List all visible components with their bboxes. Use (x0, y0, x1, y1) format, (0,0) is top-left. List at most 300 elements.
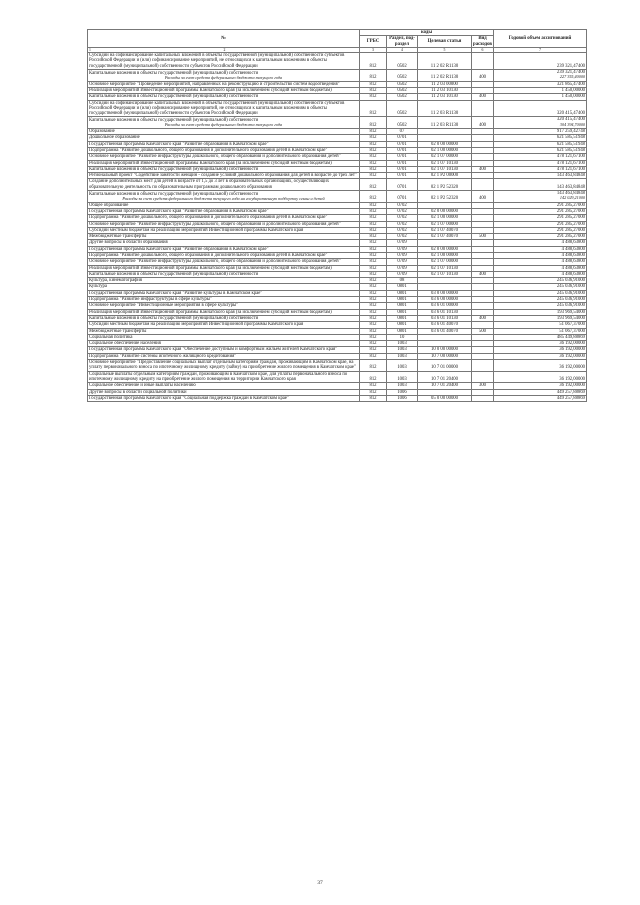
row-sum-text: 36 192,00000 (559, 341, 586, 347)
row-razdel-text: 1006 (397, 389, 407, 395)
row-grbs-text: 812 (369, 297, 377, 303)
row-grbs-text: 812 (369, 252, 377, 258)
row-name-text: Подпрограмма "Развитие инфраструктуры в сфере культуры" (89, 297, 212, 303)
row-sum-text: 51 067,37000 (559, 322, 586, 328)
row-grbs-text: 812 (369, 353, 377, 359)
row-name-text: Реализация мероприятий Инвестиционной программы Камчатского края (за исключением субсидий местным бюджетам) (89, 309, 332, 315)
row-name-text: Реализация мероприятий Инвестиционной программы Камчатского края (за исключением субсидий местным бюджетам) (89, 87, 332, 93)
row-vid-text: 300 (478, 383, 487, 389)
row-name (88, 395, 360, 401)
table-row (88, 70, 587, 82)
row-razdel-text: 0702 (397, 221, 407, 227)
row-subnote-sum: 304 394,70000 (559, 121, 586, 127)
row-name-text: Другие вопросы в области образования (89, 240, 168, 246)
row-grbs-text: 812 (369, 322, 377, 328)
row-razdel-text: 0801 (397, 309, 407, 315)
row-name-text: Государственная программа Камчатского края "Социальная поддержка граждан в Камчатском крае" (89, 395, 289, 401)
row-sum-text: 36 192,00000 (559, 365, 586, 371)
row-sum (494, 53, 587, 70)
row-razdel (387, 70, 418, 82)
row-csr-text: 11 2 03 00000 (431, 81, 458, 87)
row-razdel-text: 0801 (397, 297, 407, 303)
row-sum-text: 36 192,00000 (559, 353, 586, 359)
row-grbs-text: 812 (369, 166, 377, 172)
row-csr-text: 03 0 00 00000 (431, 290, 458, 296)
row-razdel-text: 0701 (397, 196, 407, 202)
row-name-text: Региональный проект "Содействие занятости женщин - создание условий дошкольного образования для детей в возрасте до трех лет" (89, 173, 357, 179)
row-csr (418, 179, 472, 191)
row-razdel-text: 0702 (397, 202, 407, 208)
header-codes: коды (360, 30, 494, 36)
row-sum-text: 4 488,63800 (561, 271, 586, 277)
row-sum (494, 371, 587, 383)
row-sum-text: 239 321,47400 (556, 63, 586, 69)
row-csr-text: 11 2 03 R1130 (430, 111, 459, 117)
row-name-text: Подпрограмма "Развитие дошкольного, общего образования и дополнительного образования детей в Камчатском крае" (89, 147, 328, 153)
row-sum-text: 449 257,88869 (556, 395, 586, 401)
row-razdel (387, 100, 418, 117)
row-sum-text: 621 585,51948 (556, 135, 586, 141)
row-csr-text: 11 2 03 10130 (431, 87, 458, 93)
row-grbs-text: 812 (369, 221, 377, 227)
row-csr-text: 03 6 00 00000 (431, 297, 458, 303)
row-sum-text: 478 121,67100 (556, 160, 586, 166)
row-csr (418, 371, 472, 383)
row-name (88, 154, 360, 160)
row-name-text: Государственная программа Камчатского края "Развитие образования в Камчатском крае" (89, 141, 269, 147)
row-name (88, 309, 360, 315)
row-name (88, 347, 360, 353)
row-name-text: Субсидии на софинансирование капитальных вложений в объекты государственной (муниципальной) собственности субъектов Российской Федерации и (или) софинансирование мероприятий, не относящихся к капитальным вложениям в объекты государственной (муниципальной) собственности субъектов Российской Федерации (89, 53, 345, 69)
row-name-text: Субсидии местным бюджетам на реализацию мероприятий Инвестиционной программы Камчатского края (89, 322, 304, 328)
row-name (88, 173, 360, 179)
row-sum-text: 320 415,47400 (556, 111, 586, 117)
row-grbs-text: 812 (369, 215, 377, 221)
row-sum-text: 4 488,63800 (561, 240, 586, 246)
row-name-text: Основное мероприятие "Предоставление социальных выплат отдельным категориям граждан, проживающим в Камчатском крае, на уплату первоначального взноса по ипотечному жилищному кредиту (займу) на приобретение жилого помещения в Камчатском крае" (89, 360, 356, 371)
row-grbs-text: 812 (369, 315, 377, 321)
row-sum-text: 291 285,27000 (556, 234, 586, 240)
row-sum-text: 245 036,91000 (556, 290, 586, 296)
row-razdel-text: 10 (399, 334, 405, 340)
row-name (88, 87, 360, 93)
row-csr-text: 02 1 00 00000 (431, 215, 458, 221)
row-razdel (387, 179, 418, 191)
row-razdel-text: 1003 (397, 383, 407, 389)
row-name-text: Социальные выплаты отдельным категориям граждан, проживающим в Камчатском крае, для уплаты первоначального взноса по ипотечному жилищному кредиту на приобретение жилого помещения на территории Камчатского края (89, 371, 348, 382)
row-sum-text: 245 036,91000 (556, 284, 586, 290)
row-name (88, 221, 360, 227)
row-grbs-text: 812 (369, 347, 377, 353)
row-vid (472, 179, 494, 191)
row-razdel-text: 0702 (397, 234, 407, 240)
row-csr-text: 02 1 07 10130 (431, 265, 458, 271)
row-csr-text: 02 1 P2 52320 (430, 184, 459, 190)
table-row (88, 395, 587, 401)
row-name (88, 360, 360, 372)
row-csr-text: 05 0 00 00000 (431, 395, 458, 401)
row-razdel-text: 08 (399, 278, 405, 284)
row-grbs-text: 812 (369, 271, 377, 277)
column-number: 1 (89, 47, 91, 52)
row-sum-text: 143 463,84848 (556, 173, 586, 179)
row-grbs (360, 360, 387, 372)
row-sum-text: 621 585,51948 (556, 147, 586, 153)
row-vid-text: 400 (478, 315, 487, 321)
row-razdel-text: 1003 (397, 347, 407, 353)
row-csr-text: 02 1 07 10130 (431, 271, 458, 277)
row-razdel-text: 0709 (397, 252, 407, 258)
row-vid (472, 100, 494, 117)
row-csr (418, 117, 472, 129)
row-sum-text: 143 463,84848 (556, 191, 586, 197)
row-vid (472, 70, 494, 82)
row-grbs-text: 812 (369, 227, 377, 233)
row-sum-text: 193 969,54000 (556, 315, 586, 321)
header-total: Годовой объем ассигнований (494, 30, 587, 48)
row-grbs (360, 70, 387, 82)
row-razdel-text: 1003 (397, 353, 407, 359)
row-sum-text: 621 585,51948 (556, 141, 586, 147)
row-csr-text: 11 2 03 10130 (431, 94, 458, 100)
row-sum-text: 291 285,27000 (556, 221, 586, 227)
row-name (88, 100, 360, 117)
row-razdel-text: 1003 (397, 341, 407, 347)
table-row (88, 371, 587, 383)
row-csr-text: 02 1 07 10130 (431, 160, 458, 166)
row-razdel-text: 0709 (397, 271, 407, 277)
row-grbs (360, 117, 387, 129)
row-sum-text: 1 450,00000 (561, 94, 586, 100)
row-sum-text: 4 488,63800 (561, 246, 586, 252)
row-csr (418, 53, 472, 70)
row-grbs (360, 100, 387, 117)
row-name (88, 117, 360, 129)
row-name-text: Капитальные вложения в объекты государственной (муниципальной) собственности (89, 166, 259, 172)
row-name (88, 179, 360, 191)
row-sum-text: 36 192,00000 (559, 376, 586, 382)
row-grbs-text: 812 (369, 341, 377, 347)
row-name-text: Социальная политика (89, 334, 133, 340)
row-sum-text: 1 450,00000 (561, 87, 586, 93)
row-razdel-text: 1003 (397, 365, 407, 371)
row-razdel (387, 395, 418, 401)
row-name-text: Государственная программа Камчатского края "Обеспечение доступным и комфортным жильем жителей Камчатского края" (89, 347, 338, 353)
row-razdel-text: 1006 (397, 395, 407, 401)
row-subnote: Расходы за счет средств федерального бюджета текущего года на государственную поддержку семьи и детей (122, 195, 325, 201)
row-razdel-text: 0702 (397, 227, 407, 233)
header-row (88, 30, 587, 36)
row-csr-text: 02 1 00 00000 (431, 252, 458, 258)
row-razdel-text: 0502 (397, 87, 407, 93)
row-vid-text: 400 (478, 196, 487, 202)
row-grbs-text: 812 (369, 290, 377, 296)
row-csr-text: 02 1 P2 52320 (430, 196, 459, 202)
table-row (88, 100, 587, 117)
row-grbs-text: 812 (369, 94, 377, 100)
row-vid-text: 500 (478, 328, 487, 334)
row-razdel (387, 360, 418, 372)
row-razdel-text: 0801 (397, 322, 407, 328)
row-name-text: Капитальные вложения в объекты государственной (муниципальной) собственности (89, 315, 259, 321)
row-sum-text: 239 321,47400 (556, 70, 586, 76)
row-sum-text: 4 488,63800 (561, 259, 586, 265)
row-csr-text: 02 1 07 00000 (431, 154, 458, 160)
row-sum-text: 449 257,88869 (556, 389, 586, 395)
row-csr-text: 02 1 07 40070 (431, 234, 458, 240)
row-sum-text: 245 036,91000 (556, 278, 586, 284)
row-name-text: Основное мероприятие "Проведение мероприятий, направленных на реконструкцию и строительство систем водоотведения" (89, 81, 340, 87)
row-sum-text: 36 192,00000 (559, 383, 586, 389)
row-razdel-text: 0701 (397, 166, 407, 172)
row-razdel-text: 0701 (397, 160, 407, 166)
row-name-text: Реализация мероприятий Инвестиционной программы Камчатского края (за исключением субсидий местным бюджетам) (89, 160, 332, 166)
row-name-text: Подпрограмма "Развитие дошкольного, общего образования и дополнительного образования детей в Камчатском крае" (89, 215, 328, 221)
row-sum (494, 117, 587, 129)
row-csr-text: 10 7 01 20400 (431, 383, 458, 389)
row-csr-text: 11 2 03 R1130 (430, 122, 459, 128)
row-name-text: Подпрограмма "Развитие дошкольного, общего образования и дополнительного образования детей в Камчатском крае" (89, 252, 328, 258)
row-sum-text: 291 285,27000 (556, 215, 586, 221)
row-grbs (360, 179, 387, 191)
row-csr-text: 11 2 02 R1130 (430, 75, 459, 81)
row-grbs-text: 812 (369, 147, 377, 153)
row-razdel-text: 07 (399, 129, 405, 135)
row-razdel-text: 0709 (397, 259, 407, 265)
table-row (88, 191, 587, 203)
row-csr-text: 03 6 01 40070 (431, 322, 458, 328)
row-razdel (387, 117, 418, 129)
row-vid-text: 400 (478, 75, 487, 81)
row-csr-text: 02 0 00 00000 (431, 141, 458, 147)
row-grbs-text: 812 (369, 240, 377, 246)
row-csr (418, 395, 472, 401)
row-name-text: Государственная программа Камчатского края "Развитие образования в Камчатском крае" (89, 246, 269, 252)
table-row (88, 117, 587, 129)
row-name-text: Общее образование (89, 202, 129, 208)
row-name-text: Основное мероприятие "Развитие инфраструктуры дошкольного, общего образования и дополнительного образования детей" (89, 154, 341, 160)
row-grbs-text: 812 (369, 383, 377, 389)
header-grbs: ГРБС (360, 36, 387, 48)
row-grbs-text: 812 (369, 75, 377, 81)
row-grbs-text: 812 (369, 154, 377, 160)
row-razdel (387, 191, 418, 203)
column-number: 3 (360, 47, 387, 52)
row-csr-text: 02 1 07 10130 (431, 166, 458, 172)
row-name-text: Государственная программа Камчатского края "Развитие образования в Камчатском крае" (89, 208, 269, 214)
row-vid (472, 360, 494, 372)
row-grbs-text: 812 (369, 265, 377, 271)
row-csr-text: 10 7 01 00000 (431, 365, 458, 371)
row-grbs-text: 812 (369, 87, 377, 93)
row-grbs-text: 812 (369, 395, 377, 401)
row-grbs-text: 812 (369, 196, 377, 202)
row-name-text: Подпрограмма "Развитие системы ипотечного жилищного кредитования" (89, 353, 237, 359)
row-grbs (360, 191, 387, 203)
table-row (88, 53, 587, 70)
row-subnote-sum: 227 355,40000 (559, 74, 586, 80)
row-name-text: Государственная программа Камчатского края "Развитие культуры в Камчатском крае" (89, 290, 263, 296)
row-vid-text: 500 (478, 234, 487, 240)
row-razdel-text: 1003 (397, 376, 407, 382)
row-grbs-text: 812 (369, 246, 377, 252)
row-razdel-text: 0701 (397, 141, 407, 147)
row-grbs-text: 812 (369, 309, 377, 315)
row-csr-text: 03 6 01 10130 (431, 315, 458, 321)
row-sum-text: 4 488,63800 (561, 265, 586, 271)
row-name-text: Субсидии местным бюджетам на реализацию мероприятий Инвестиционной программы Камчатского края (89, 227, 304, 233)
budget-table-container (87, 29, 586, 402)
row-vid (472, 191, 494, 203)
row-sum-text: 321 865,47400 (556, 81, 586, 87)
row-csr (418, 191, 472, 203)
row-csr-text: 02 0 00 00000 (431, 208, 458, 214)
row-name-text: Культура (89, 284, 107, 290)
row-vid (472, 371, 494, 383)
row-csr (418, 70, 472, 82)
row-csr (418, 100, 472, 117)
row-sum-text: 291 285,27000 (556, 202, 586, 208)
row-csr-text: 03 6 01 40070 (431, 328, 458, 334)
row-sum-text: 291 285,27000 (556, 227, 586, 233)
row-csr-text: 02 1 P2 00000 (430, 173, 459, 179)
row-sum-text: 291 285,27000 (556, 208, 586, 214)
row-subnote: Расходы за счет средств федерального бюджета текущего года (164, 74, 283, 80)
row-razdel-text: 0702 (397, 215, 407, 221)
budget-table-body (88, 53, 587, 402)
row-sum-text: 36 192,00000 (559, 347, 586, 353)
row-name-text: Капитальные вложения в объекты государственной (муниципальной) собственности (89, 271, 259, 277)
row-grbs-text: 812 (369, 129, 377, 135)
row-subnote: Расходы за счет средств федерального бюджета текущего года (164, 122, 283, 128)
row-razdel-text: 0701 (397, 173, 407, 179)
row-csr-text: 02 1 00 00000 (431, 147, 458, 153)
budget-table (87, 29, 587, 402)
row-razdel-text: 0502 (397, 75, 407, 81)
row-name-text: Культура, кинематография (89, 278, 142, 284)
row-name (88, 81, 360, 87)
row-name (88, 147, 360, 153)
row-csr-text: 11 2 02 R1130 (430, 63, 459, 69)
row-name-text: Капитальные вложения в объекты государственной (муниципальной) собственности (89, 191, 259, 197)
row-razdel-text: 0801 (397, 303, 407, 309)
row-sum (494, 100, 587, 117)
row-sum (494, 360, 587, 372)
row-name (88, 53, 360, 70)
row-grbs-text: 812 (369, 135, 377, 141)
row-razdel-text: 0502 (397, 111, 407, 117)
row-name-text: Межбюджетные трансферты (89, 328, 147, 334)
row-sum-text: 143 463,84848 (556, 184, 586, 190)
row-vid-text: 400 (478, 271, 487, 277)
row-name-text: Реализация мероприятий Инвестиционной программы Камчатского края (за исключением субсидий местным бюджетам) (89, 265, 332, 271)
row-vid-text: 400 (478, 166, 487, 172)
row-name-text: Образование (89, 129, 115, 135)
row-razdel-text: 0702 (397, 208, 407, 214)
row-vid-text: 400 (478, 122, 487, 128)
row-sum-text: 485 449,88869 (556, 334, 586, 340)
row-sum-text: 4 488,63800 (561, 252, 586, 258)
header-csr: Целевая статья (418, 36, 472, 48)
row-name (88, 259, 360, 265)
column-number: 5 (418, 47, 472, 52)
row-grbs-text: 812 (369, 173, 377, 179)
row-sum-text: 917 259,42748 (556, 129, 586, 135)
row-razdel-text: 0801 (397, 315, 407, 321)
row-grbs-text: 812 (369, 202, 377, 208)
row-csr-text: 10 7 01 20400 (431, 376, 458, 382)
row-grbs-text: 812 (369, 284, 377, 290)
row-csr-text: 02 1 07 00000 (431, 221, 458, 227)
row-name-text: Межбюджетные трансферты (89, 234, 147, 240)
row-sum-text: 320 415,47400 (556, 117, 586, 123)
row-name-text: Субсидии на софинансирование капитальных вложений в объекты государственной (муниципальной) собственности субъектов Российской Федерации и (или) софинансирование мероприятий, не относящихся к капитальным вложениям в объекты государственной (муниципальной) собственности субъектов Российской Федерации (89, 100, 345, 117)
row-name-text: Основное мероприятие "Развитие инфраструктуры дошкольного, общего образования и дополнительного образования детей" (89, 221, 341, 227)
row-sum (494, 70, 587, 82)
row-razdel-text: 0701 (397, 135, 407, 141)
row-csr-text: 03 6 01 00000 (431, 303, 458, 309)
row-name (88, 265, 360, 271)
row-grbs-text: 812 (369, 63, 377, 69)
row-razdel-text: 0502 (397, 63, 407, 69)
column-number: 4 (387, 47, 418, 52)
row-csr-text: 03 6 01 10130 (431, 309, 458, 315)
row-name-text: Создание дополнительных мест для детей в возрасте от 1,5 до 3 лет в образовательных организациях, осуществляющих образовательную деятельность по образовательным программам дошкольного образования (89, 179, 330, 190)
row-vid (472, 395, 494, 401)
row-name-text: Капитальные вложения в объекты государственной (муниципальной) собственности (89, 117, 259, 123)
row-razdel-text: 0709 (397, 246, 407, 252)
row-razdel-text: 0709 (397, 265, 407, 271)
row-grbs-text: 812 (369, 122, 377, 128)
row-sum (494, 395, 587, 401)
row-sum-text: 478 121,67100 (556, 166, 586, 172)
table-row (88, 179, 587, 191)
row-name-text: Другие вопросы в области социальной политики (89, 389, 187, 395)
row-grbs-text: 812 (369, 389, 377, 395)
column-number: 7 (494, 47, 587, 52)
row-sum (494, 191, 587, 203)
row-vid (472, 117, 494, 129)
row-grbs-text: 812 (369, 160, 377, 166)
row-name-text: Основное мероприятие "Развитие инфраструктуры дошкольного, общего образования и дополнительного образования детей" (89, 259, 341, 265)
row-csr-text: 02 1 07 00000 (431, 259, 458, 265)
row-grbs-text: 812 (369, 141, 377, 147)
row-sum-text: 245 036,91000 (556, 297, 586, 303)
row-razdel-text: 0701 (397, 154, 407, 160)
row-name (88, 371, 360, 383)
row-name-text: Социальное обеспечение населения (89, 341, 161, 347)
column-number: 6 (472, 47, 494, 52)
row-csr-text: 10 7 00 00000 (431, 353, 458, 359)
row-razdel-text: 0502 (397, 81, 407, 87)
row-name (88, 191, 360, 203)
row-csr (418, 360, 472, 372)
row-grbs-text: 812 (369, 111, 377, 117)
row-name-text: Дошкольное образование (89, 135, 140, 141)
row-razdel (387, 53, 418, 70)
row-sum-text: 478 121,67100 (556, 154, 586, 160)
row-csr-text: 10 0 00 00000 (431, 347, 458, 353)
row-grbs (360, 371, 387, 383)
row-name (88, 70, 360, 82)
row-grbs-text: 812 (369, 328, 377, 334)
row-sum-text: 193 969,54000 (556, 309, 586, 315)
row-razdel-text: 0701 (397, 184, 407, 190)
page-number: 37 (317, 880, 323, 886)
row-grbs-text: 812 (369, 184, 377, 190)
row-subnote-sum: 142 029,21000 (559, 195, 586, 201)
row-razdel (387, 371, 418, 383)
